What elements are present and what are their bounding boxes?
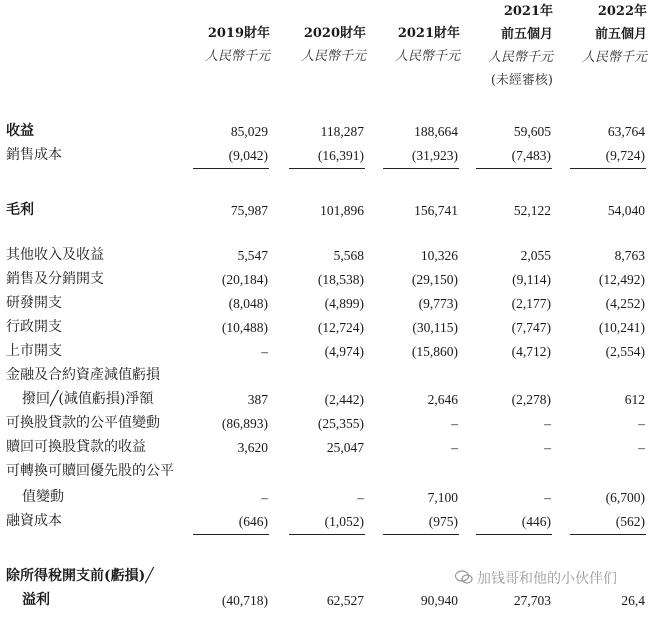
row-label: 收益 <box>6 123 34 139</box>
row-selling-expenses <box>0 268 660 291</box>
cell-2022-5m: 26,4 <box>621 593 645 608</box>
cell-2022-5m: (12,492) <box>598 272 645 287</box>
cell-2020: (18,538) <box>317 272 364 287</box>
subtotal-rule <box>476 534 552 535</box>
cell-2021-5m: (446) <box>521 514 551 529</box>
row-convertible-loan-fv <box>0 412 660 435</box>
row-impairment-net <box>0 388 660 411</box>
row-cost-of-sales <box>0 144 660 167</box>
cell-2020: (4,974) <box>324 344 364 359</box>
subtotal-rule <box>193 168 269 169</box>
header-unit: 人民幣千元 <box>394 49 460 64</box>
subtotal-rule <box>476 168 552 169</box>
cell-2020: (25,355) <box>317 416 364 431</box>
header-unit: 人民幣千元 <box>581 50 647 65</box>
row-label: 贖回可換股貸款的收益 <box>6 439 146 455</box>
header-year: 2021財年 <box>397 26 460 41</box>
row-label: 溢利 <box>22 592 50 608</box>
watermark-text: 加钱哥和他的小伙伴们 <box>477 571 617 587</box>
row-redemption-gain <box>0 436 660 459</box>
row-preferred-shares-heading <box>0 460 660 483</box>
cell-2021-5m: – <box>544 416 551 431</box>
subtotal-rule <box>193 534 269 535</box>
cell-2022-5m: (9,724) <box>605 148 645 163</box>
row-admin-expenses <box>0 316 660 339</box>
cell-2022-5m: – <box>638 416 645 431</box>
cell-2019: 85,029 <box>230 124 268 139</box>
cell-2021: 156,741 <box>414 203 458 218</box>
cell-2022-5m: (2,554) <box>605 344 645 359</box>
row-finance-costs <box>0 510 660 533</box>
cell-2022-5m: 63,764 <box>607 124 645 139</box>
row-label: 銷售成本 <box>6 147 62 163</box>
cell-2019: (10,488) <box>221 320 268 335</box>
cell-2022-5m: (562) <box>615 514 645 529</box>
cell-2019: (40,718) <box>221 593 268 608</box>
row-label: 融資成本 <box>6 513 62 529</box>
cell-2022-5m: 8,763 <box>614 248 645 263</box>
row-label: 值變動 <box>22 489 64 505</box>
cell-2021: 90,940 <box>420 593 458 608</box>
cell-2021: (9,773) <box>418 296 458 311</box>
row-label: 研發開支 <box>6 295 62 311</box>
cell-2021: (30,115) <box>412 320 458 335</box>
cell-2021-5m: (4,712) <box>511 344 551 359</box>
row-rd-expenses <box>0 292 660 315</box>
cell-2019: (86,893) <box>221 416 268 431</box>
row-preferred-shares-fv <box>0 486 660 509</box>
cell-2022-5m: 612 <box>624 392 645 407</box>
cell-2019: (9,042) <box>228 148 268 163</box>
header-period: 前五個月 <box>500 27 553 42</box>
cell-2021-5m: (9,114) <box>512 272 551 287</box>
cell-2021-5m: – <box>544 440 551 455</box>
cell-2021: 2,646 <box>427 392 458 407</box>
cell-2021-5m: (2,177) <box>511 296 551 311</box>
header-col-2022-5m <box>555 0 647 69</box>
row-label: 除所得稅開支前(虧損)╱ <box>6 568 154 584</box>
cell-2021: (15,860) <box>411 344 458 359</box>
header-unit: 人民幣千元 <box>300 49 366 64</box>
row-pretax-profit <box>0 589 660 612</box>
cell-2020: 5,568 <box>333 248 364 263</box>
header-unit: 人民幣千元 <box>204 49 270 64</box>
row-impairment-heading <box>0 364 660 387</box>
row-label: 銷售及分銷開支 <box>6 271 104 287</box>
cell-2019: (20,184) <box>221 272 268 287</box>
header-note-unaudited: (未經審核) <box>490 73 553 88</box>
row-label: 毛利 <box>6 202 34 218</box>
row-label: 可轉換可贖回優先股的公平 <box>6 463 174 479</box>
cell-2020: – <box>357 490 364 505</box>
header-year: 2022年 <box>597 4 647 19</box>
cell-2021: 188,664 <box>414 124 458 139</box>
row-listing-expenses <box>0 340 660 363</box>
header-year: 2021年 <box>503 4 553 19</box>
cell-2022-5m: (6,700) <box>605 490 645 505</box>
cell-2021: 7,100 <box>427 490 458 505</box>
cell-2020: (4,899) <box>324 296 364 311</box>
cell-2020: 101,896 <box>320 203 364 218</box>
header-col-2021-5m <box>461 0 553 92</box>
cell-2021: – <box>451 440 458 455</box>
cell-2020: (1,052) <box>324 514 364 529</box>
header-unit: 人民幣千元 <box>487 50 553 65</box>
cell-2022-5m: – <box>638 440 645 455</box>
header-col-2020 <box>274 22 366 68</box>
cell-2020: (12,724) <box>317 320 364 335</box>
cell-2019: 75,987 <box>230 203 268 218</box>
cell-2022-5m: (4,252) <box>605 296 645 311</box>
cell-2019: 5,547 <box>237 248 268 263</box>
header-col-2019 <box>178 22 270 68</box>
cell-2019: 3,620 <box>237 440 268 455</box>
row-label: 上市開支 <box>6 343 62 359</box>
cell-2020: 118,287 <box>320 124 364 139</box>
cell-2021: (29,150) <box>411 272 458 287</box>
cell-2021: (975) <box>428 514 458 529</box>
row-label: 其他收入及收益 <box>6 247 104 263</box>
wechat-icon <box>455 570 473 584</box>
row-gross-profit <box>0 199 660 222</box>
cell-2021: – <box>451 416 458 431</box>
cell-2021-5m: 52,122 <box>513 203 551 218</box>
cell-2021-5m: (7,747) <box>511 320 551 335</box>
subtotal-rule <box>570 534 646 535</box>
cell-2020: (16,391) <box>317 148 364 163</box>
subtotal-rule <box>383 534 459 535</box>
cell-2021-5m: (7,483) <box>511 148 551 163</box>
cell-2019: (8,048) <box>228 296 268 311</box>
cell-2021-5m: 2,055 <box>520 248 551 263</box>
row-revenue <box>0 120 660 143</box>
row-other-income <box>0 244 660 267</box>
subtotal-rule <box>383 168 459 169</box>
cell-2021-5m: 27,703 <box>513 593 551 608</box>
row-label: 行政開支 <box>6 319 62 335</box>
subtotal-rule <box>570 168 646 169</box>
cell-2021-5m: – <box>544 490 551 505</box>
cell-2022-5m: 54,040 <box>607 203 645 218</box>
subtotal-rule <box>289 168 365 169</box>
row-label: 金融及合約資產減值虧損 <box>6 367 160 383</box>
row-label: 撥回╱(減值虧損)淨額 <box>22 391 154 407</box>
cell-2019: 387 <box>247 392 268 407</box>
cell-2020: (2,442) <box>324 392 364 407</box>
cell-2019: – <box>261 490 268 505</box>
header-period: 前五個月 <box>594 27 647 42</box>
header-year: 2019財年 <box>207 26 270 41</box>
cell-2021: 10,326 <box>420 248 458 263</box>
cell-2021-5m: 59,605 <box>513 124 551 139</box>
cell-2019: – <box>261 344 268 359</box>
header-year: 2020財年 <box>303 26 366 41</box>
cell-2021: (31,923) <box>411 148 458 163</box>
cell-2020: 25,047 <box>326 440 364 455</box>
cell-2020: 62,527 <box>326 593 364 608</box>
cell-2021-5m: (2,278) <box>511 392 551 407</box>
row-label: 可換股貸款的公平值變動 <box>6 415 160 431</box>
cell-2019: (646) <box>238 514 268 529</box>
cell-2022-5m: (10,241) <box>598 320 645 335</box>
subtotal-rule <box>289 534 365 535</box>
header-col-2021 <box>368 22 460 68</box>
